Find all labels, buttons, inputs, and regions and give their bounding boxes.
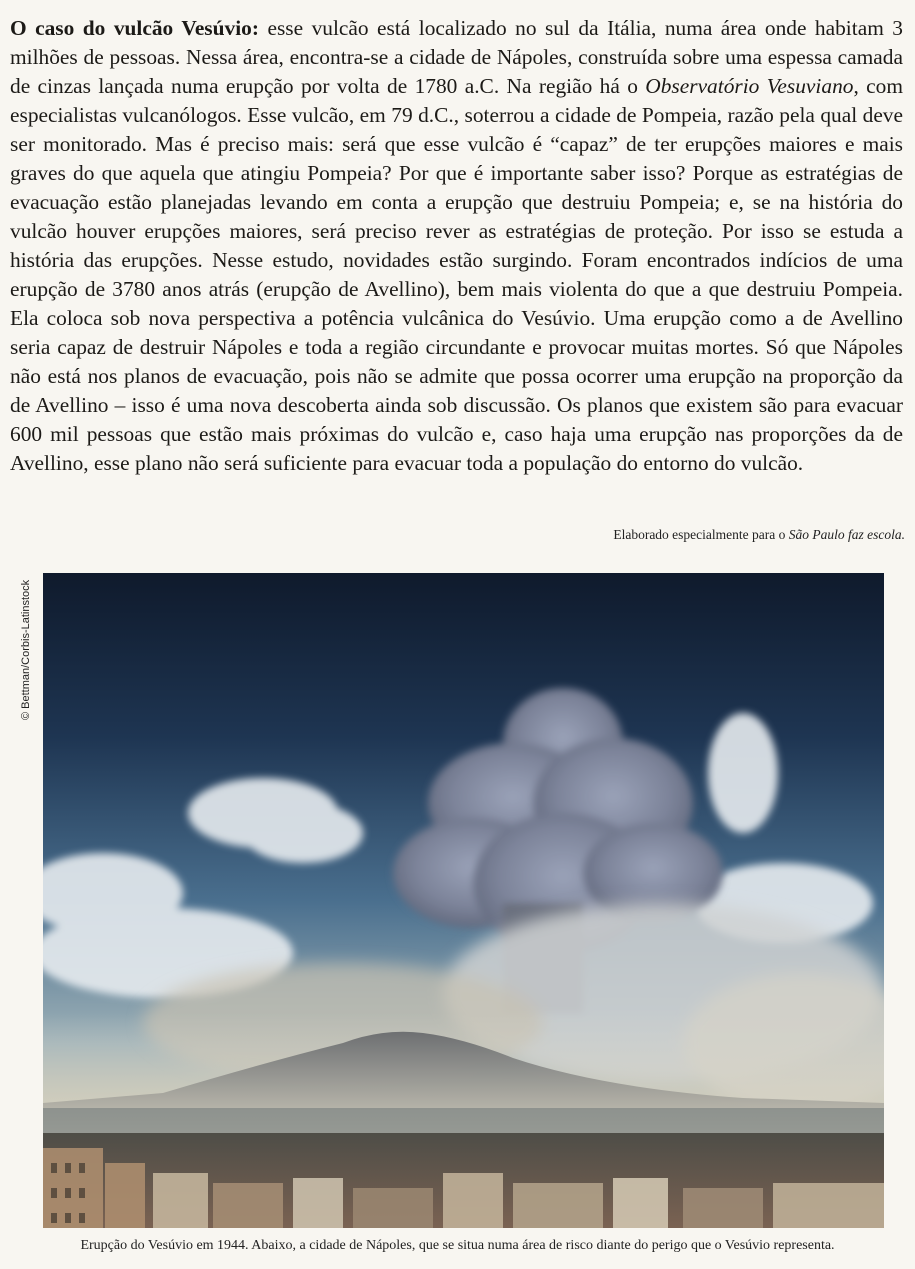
- article-paragraph: [10, 14, 903, 478]
- source-note: [613, 527, 905, 543]
- article-body-part-2: , com especialistas vulcanólogos. Esse vulcão, em 79 d.C., soterrou a cidade de Pompeia, razão pela qual deve ser monitorado. Mas é preciso mais: será que esse vulcão é “capaz” de ter erupções maiores e mais graves do que aquela que atingiu Pompeia? Por que é importante saber isso? Porque as estratégias de evacuação estão planejadas levando em conta a erupção que destruiu Pompeia; e, se na história do vulcão houver erupções maiores, será preciso rever as estratégias de proteção. Por isso se estuda a história das erupções. Nesse estudo, novidades estão surgindo. Foram encontrados indícios de uma erupção de 3780 anos atrás (erupção de Avellino), bem mais violenta do que a que destruiu Pompeia. Ela coloca sob nova perspectiva a potência vulcânica do Vesúvio. Uma erupção como a de Avellino seria capaz de destruir Nápoles e toda a região circundante e provocar muitas mortes. Só que Nápoles não está nos planos de evacuação, pois não se admite que possa ocorrer uma erupção na proporção da de Avellino – isso é uma nova descoberta ainda sob discussão. Os planos que existem são para evacuar 600 mil pessoas que estão mais próximas do vulcão e, caso haja uma erupção nas proporções da de Avellino, esse plano não será suficiente para evacuar toda a população do entorno do vulcão.: [10, 74, 904, 475]
- vesuvius-eruption-photo: [43, 573, 884, 1228]
- article-body-part-1: esse vulcão está localizado no sul da Itália, numa área onde habitam 3 milhões de pessoas. Nessa área, encontra-se a cidade de Nápoles, construída sobre uma espessa camada de cinzas lançada numa erupção por volta de 1780 a.C. Na região há o: [10, 16, 903, 98]
- article-title: O caso do vulcão Vesúvio:: [10, 16, 259, 40]
- source-note-prefix: Elaborado especialmente para o: [613, 527, 789, 542]
- source-note-publication: São Paulo faz escola.: [788, 527, 905, 542]
- photo-illustration: [43, 573, 884, 1228]
- observatory-name: Observatório Vesuviano: [645, 74, 854, 98]
- photo-caption: Erupção do Vesúvio em 1944. Abaixo, a cidade de Nápoles, que se situa numa área de risco diante do perigo que o Vesúvio representa.: [80, 1238, 835, 1253]
- photo-credit: [20, 579, 44, 720]
- photo-credit-text: © Bettman/Corbis-Latinstock: [20, 579, 32, 720]
